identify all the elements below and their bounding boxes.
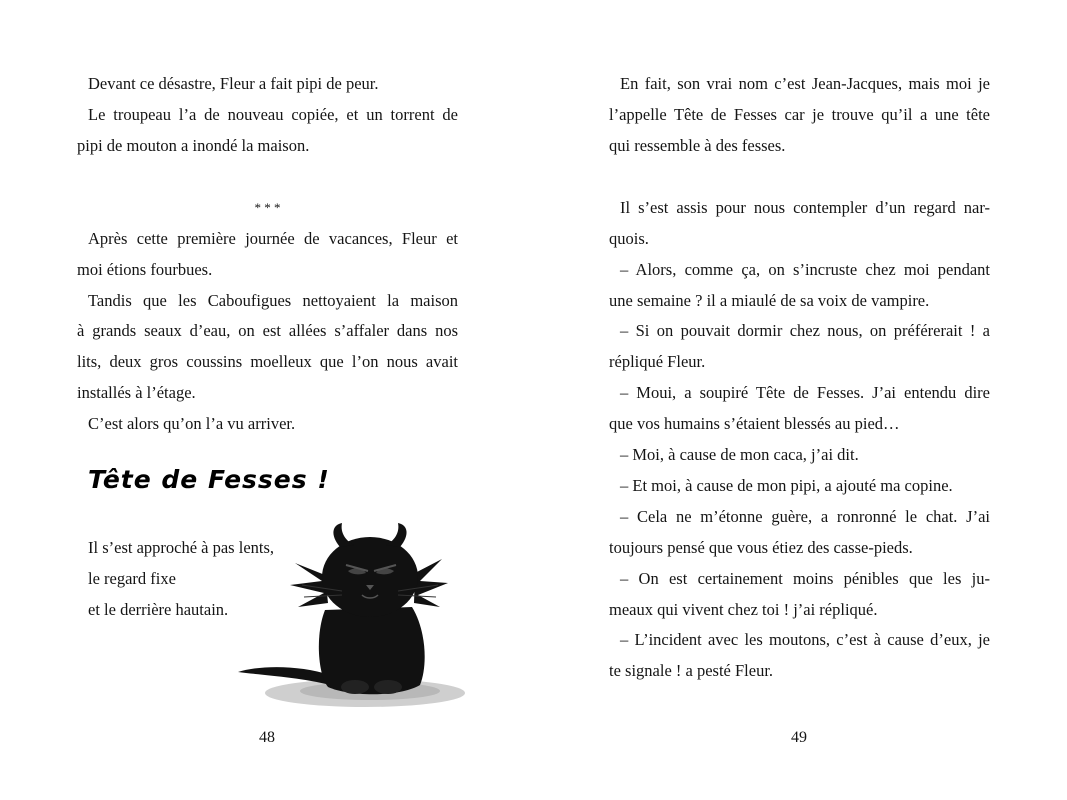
text-line: répliqué Fleur. [609, 352, 706, 371]
text-line: meaux qui vivent chez toi ! j’ai répliqué. [609, 600, 878, 619]
text-line: En fait, son vrai nom c’est Jean-Jacques, mais moi je [620, 74, 990, 93]
caption-line: le regard fixe [88, 569, 176, 588]
caption-line: et le derrière hautain. [88, 600, 229, 619]
text-line: moi étions fourbues. [77, 260, 213, 279]
text-line: l’appelle Tête de Fesses car je trouve qu’il a une tête [609, 105, 990, 124]
chapter-title: Tête de Fesses ! [88, 465, 330, 494]
text-line: lits, deux gros coussins moelleux que l’on nous avait [77, 352, 458, 371]
text-line: toujours pensé que vous étiez des casse-pieds. [609, 538, 913, 557]
right-page [533, 0, 1067, 800]
text-line: – Alors, comme ça, on s’incruste chez moi pendant [620, 260, 990, 279]
caption-line: Il s’est approché à pas lents, [88, 538, 275, 557]
text-line: Devant ce désastre, Fleur a fait pipi de peur. [88, 74, 379, 93]
text-line: – On est certainement moins pénibles que les ju- [620, 569, 990, 588]
text-line: Après cette première journée de vacances, Fleur et [88, 229, 458, 248]
text-line: – Moi, à cause de mon caca, j’ai dit. [620, 445, 859, 464]
text-line: qui ressemble à des fesses. [609, 136, 786, 155]
text-line: – Moui, a soupiré Tête de Fesses. J’ai entendu dire [620, 383, 990, 402]
text-line: Le troupeau l’a de nouveau copiée, et un torrent de [88, 105, 458, 124]
text-line: pipi de mouton a inondé la maison. [77, 136, 310, 155]
text-line: C’est alors qu’on l’a vu arriver. [88, 414, 296, 433]
text-line: une semaine ? il a miaulé de sa voix de vampire. [609, 291, 930, 310]
text-line: Tandis que les Caboufigues nettoyaient la maison [88, 291, 458, 310]
text-line: que vos humains s’étaient blessés au pied… [609, 414, 900, 433]
page-number: 49 [791, 729, 807, 746]
text-line: – Cela ne m’étonne guère, a ronronné le chat. J’ai [620, 507, 990, 526]
text-line: à grands seaux d’eau, on est allées s’affaler dans nos [77, 321, 458, 340]
text-line: – Et moi, à cause de mon pipi, a ajouté ma copine. [620, 476, 953, 495]
page-number: 48 [259, 729, 275, 746]
text-line: installés à l’étage. [77, 383, 196, 402]
text-line: – Si on pouvait dormir chez nous, on préférerait ! a [620, 321, 990, 340]
text-line: – L’incident avec les moutons, c’est à cause d’eux, je [620, 630, 990, 649]
black-cat-illustration [230, 515, 470, 715]
text-line: Il s’est assis pour nous contempler d’un regard nar- [620, 198, 990, 217]
scene-break: * * * [254, 200, 281, 215]
text-line: quois. [609, 229, 649, 248]
text-line: te signale ! a pesté Fleur. [609, 661, 774, 680]
